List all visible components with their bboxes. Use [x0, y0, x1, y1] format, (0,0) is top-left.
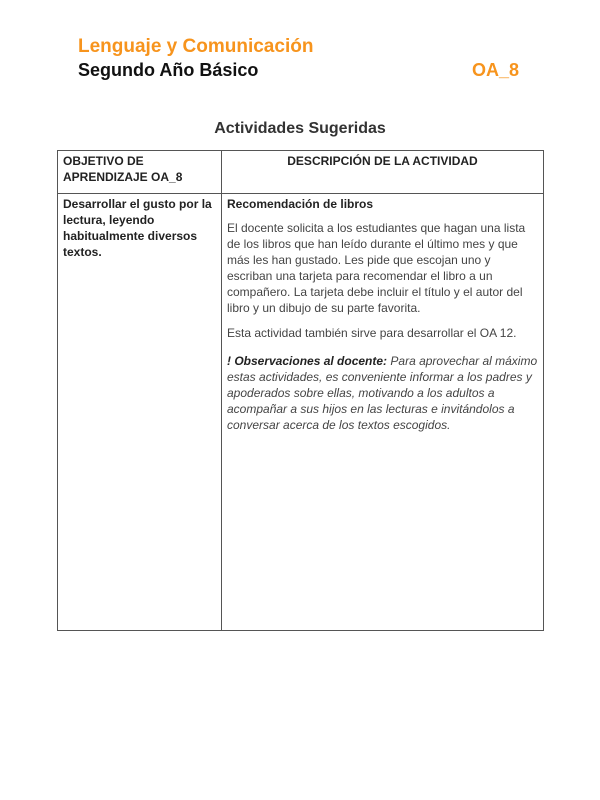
activity-table [57, 150, 544, 631]
objective-header: OBJETIVO DE APRENDIZAJE OA_8 [58, 151, 222, 194]
observations-text: Para aprovechar al máximo estas actividades, es conveniente informar a los padres y apoderados sobre ellas, motivando a los adultos a acompañar a sus hijos en las lecturas e invitándolos a conversar acerca de los textos escogidos. [227, 354, 538, 432]
activity-note: Esta actividad también sirve para desarrollar el OA 12. [227, 326, 517, 340]
description-cell [222, 194, 544, 631]
table-header-row [58, 151, 544, 194]
grade-title: Segundo Año Básico [78, 60, 259, 80]
oa-code: OA_8 [472, 60, 520, 80]
activity-name: Recomendación de libros [227, 197, 374, 211]
table-row [58, 194, 544, 631]
subject-title: Lenguaje y Comunicación [78, 36, 314, 57]
teacher-observations [227, 353, 538, 433]
description-header: DESCRIPCIÓN DE LA ACTIVIDAD [222, 151, 544, 194]
objective-cell [58, 194, 222, 631]
activity-description: El docente solicita a los estudiantes que hagan una lista de los libros que han leído durante el último mes y que más les han gustado. Les pide que escojan uno y escriban una tarjeta para recomendar el libro a un compañero. La tarjeta debe incluir el título y el autor del libro y un dibujo de su parte favorita. [227, 221, 526, 315]
section-title: Actividades Sugeridas [214, 120, 386, 137]
objective-text: Desarrollar el gusto por la lectura, leyendo habitualmente diversos textos. [63, 197, 212, 259]
observations-label: ! Observaciones al docente: [227, 354, 388, 368]
